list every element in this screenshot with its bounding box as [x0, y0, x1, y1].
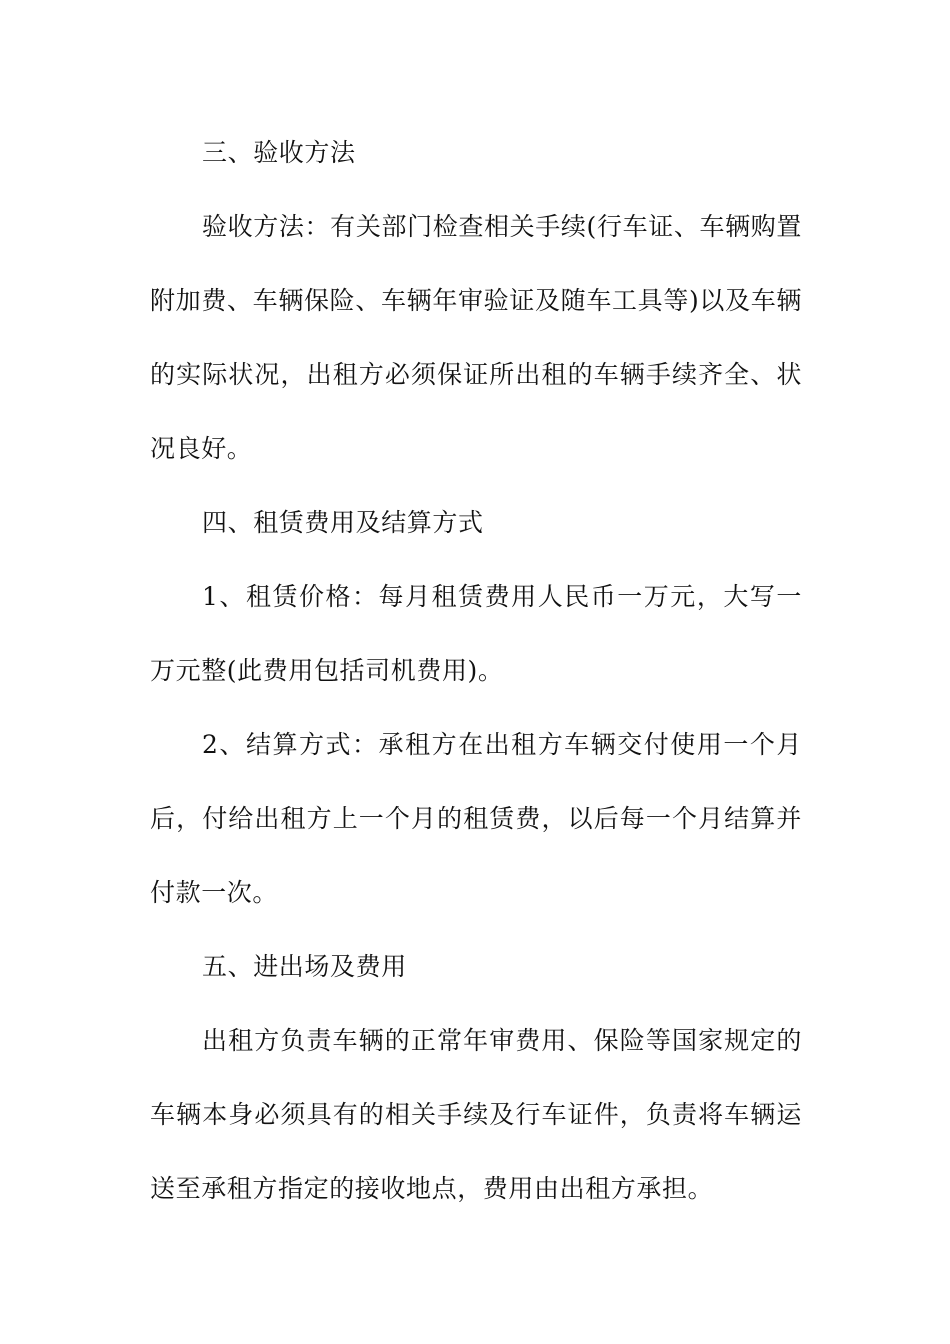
- paragraph-entry-exit-fees: 出租方负责车辆的正常年审费用、保险等国家规定的车辆本身必须具有的相关手续及行车证件，负责将车辆运送至承租方指定的接收地点，费用由出租方承担。: [150, 1026, 802, 1203]
- paragraph-settlement-method: 2、结算方式：承租方在出租方车辆交付使用一个月后，付给出租方上一个月的租赁费，以后每一个月结算并付款一次。: [150, 730, 802, 907]
- section-heading-rental-fees: 四、租赁费用及结算方式: [202, 508, 484, 537]
- paragraph-acceptance-method: 验收方法：有关部门检查相关手续(行车证、车辆购置附加费、车辆保险、车辆年审验证及随车工具等)以及车辆的实际状况，出租方必须保证所出租的车辆手续齐全、状况良好。: [150, 212, 802, 463]
- section-heading-entry-exit-fees: 五、进出场及费用: [202, 952, 407, 981]
- paragraph-rental-price: 1、租赁价格：每月租赁费用人民币一万元，大写一万元整(此费用包括司机费用)。: [150, 582, 802, 685]
- document-body: [150, 116, 802, 1226]
- section-heading-acceptance-method: 三、验收方法: [202, 138, 356, 167]
